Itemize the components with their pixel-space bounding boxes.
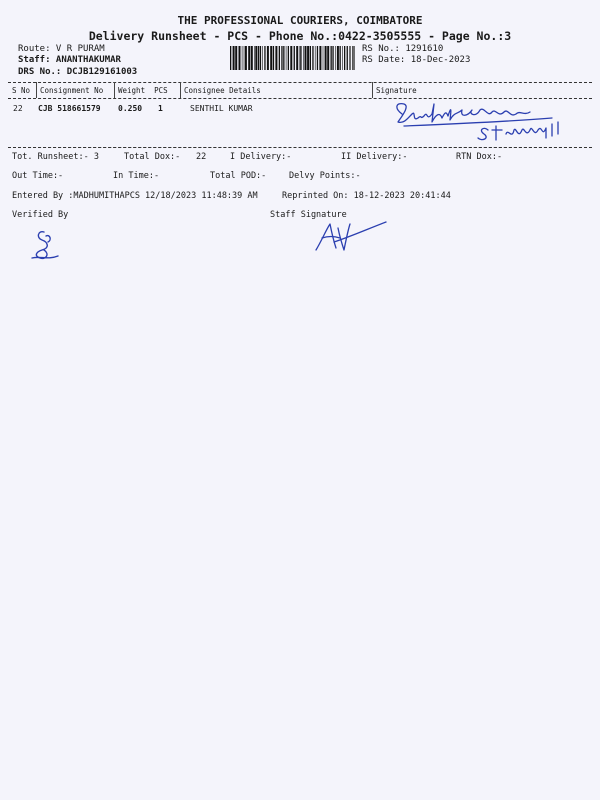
- barcode-bar: [340, 46, 341, 70]
- barcode-bar: [327, 46, 329, 70]
- in-time: In Time:-: [113, 171, 160, 181]
- barcode-bar: [315, 46, 316, 70]
- total-pod: Total POD:-: [210, 171, 267, 181]
- tot-runsheet: Tot. Runsheet:- 3: [12, 152, 99, 162]
- barcode-bar: [288, 46, 289, 70]
- total-dox-value: 22: [196, 152, 207, 162]
- barcode-bar: [323, 46, 324, 70]
- col-divider: [372, 82, 373, 98]
- barcode-bar: [286, 46, 287, 70]
- barcode-bar: [273, 46, 274, 70]
- header-consignment: Consignment No: [40, 86, 104, 95]
- barcode-bar: [354, 46, 355, 70]
- verified-by-label: Verified By: [12, 210, 69, 220]
- barcode-bar: [332, 46, 333, 70]
- barcode-bar: [296, 46, 298, 70]
- barcode-bar: [305, 46, 307, 70]
- barcode-bar: [312, 46, 313, 70]
- barcode-bar: [279, 46, 280, 70]
- barcode-bar: [307, 46, 309, 70]
- barcode-bar: [301, 46, 302, 70]
- barcode-bar: [267, 46, 269, 70]
- row-pcs: 1: [158, 104, 163, 113]
- barcode-bar: [317, 46, 318, 70]
- staff-signature-label: Staff Signature: [270, 210, 347, 220]
- barcode-bar: [319, 46, 321, 70]
- route-label: Route: V R PURAM: [18, 44, 105, 54]
- barcode-bar: [335, 46, 336, 70]
- barcode-bar: [260, 46, 261, 70]
- row-consignment: CJB 518661579: [38, 104, 101, 113]
- header-sno: S No: [12, 86, 31, 95]
- table-header-rule: [8, 98, 592, 99]
- header-signature: Signature: [376, 86, 417, 95]
- barcode-bar: [342, 46, 343, 70]
- verifier-signature-icon: [28, 228, 64, 266]
- barcode-bar: [264, 46, 265, 70]
- barcode-bar: [235, 46, 237, 70]
- rtn-dox: RTN Dox:-: [456, 152, 503, 162]
- barcode-bar: [242, 46, 243, 70]
- barcode-bar: [233, 46, 235, 70]
- barcode-bar: [254, 46, 255, 70]
- barcode-bar: [303, 46, 304, 70]
- i-delivery: I Delivery:-: [230, 152, 292, 162]
- staff-label: Staff: ANANTHAKUMAR: [18, 55, 121, 65]
- col-divider: [114, 82, 115, 98]
- barcode-bar: [344, 46, 345, 70]
- barcode-bar: [244, 46, 245, 70]
- barcode-bar: [349, 46, 350, 70]
- runsheet-subtitle: Delivery Runsheet - PCS - Phone No.:0422-3505555 - Page No.:3: [88, 29, 512, 43]
- row-weight: 0.250: [118, 104, 143, 113]
- barcode-bar: [248, 46, 250, 70]
- barcode-bar: [347, 46, 348, 70]
- barcode-bar: [325, 46, 327, 70]
- total-dox-label: Total Dox:-: [124, 152, 181, 162]
- barcode-bar: [290, 46, 292, 70]
- barcode-bar: [255, 46, 257, 70]
- row-consignee: SENTHIL KUMAR: [190, 104, 253, 113]
- row-sno: 22: [13, 104, 23, 113]
- barcode-icon: [230, 46, 355, 70]
- out-time: Out Time:-: [12, 171, 64, 181]
- table-rule: [8, 147, 592, 148]
- barcode-bar: [251, 46, 253, 70]
- drs-number: DRS No.: DCJB129161003: [18, 67, 138, 77]
- header-consignee: Consignee Details: [184, 86, 261, 95]
- barcode-bar: [331, 46, 332, 70]
- header-weight-pcs: Weight PCS: [118, 86, 168, 95]
- barcode-bar: [294, 46, 295, 70]
- barcode-bar: [352, 46, 353, 70]
- barcode-bar: [270, 46, 272, 70]
- reprinted-on: Reprinted On: 18-12-2023 20:41:44: [282, 191, 451, 201]
- barcode-bar: [262, 46, 263, 70]
- rs-number: RS No.: 1291610: [362, 44, 444, 54]
- ii-delivery: II Delivery:-: [341, 152, 408, 162]
- table-top-rule: [8, 82, 592, 83]
- rs-date: RS Date: 18-Dec-2023: [362, 55, 471, 65]
- delvy-points: Delvy Points:-: [289, 171, 361, 181]
- barcode-bar: [230, 46, 231, 70]
- barcode-bar: [245, 46, 247, 70]
- barcode-bar: [283, 46, 284, 70]
- company-title: THE PROFESSIONAL COURIERS, COIMBATORE: [177, 14, 423, 27]
- barcode-bar: [337, 46, 339, 70]
- barcode-bar: [258, 46, 259, 70]
- barcode-bar: [281, 46, 282, 70]
- col-divider: [36, 82, 37, 98]
- receiver-signature-icon: [392, 100, 577, 149]
- col-divider: [180, 82, 181, 98]
- barcode-bar: [275, 46, 277, 70]
- barcode-bar: [300, 46, 301, 70]
- staff-signature-icon: [312, 216, 392, 260]
- barcode-bar: [350, 46, 351, 70]
- barcode-bar: [310, 46, 311, 70]
- entered-by: Entered By :MADHUMITHAPCS 12/18/2023 11:48:39 AM: [12, 191, 258, 201]
- barcode-bar: [239, 46, 241, 70]
